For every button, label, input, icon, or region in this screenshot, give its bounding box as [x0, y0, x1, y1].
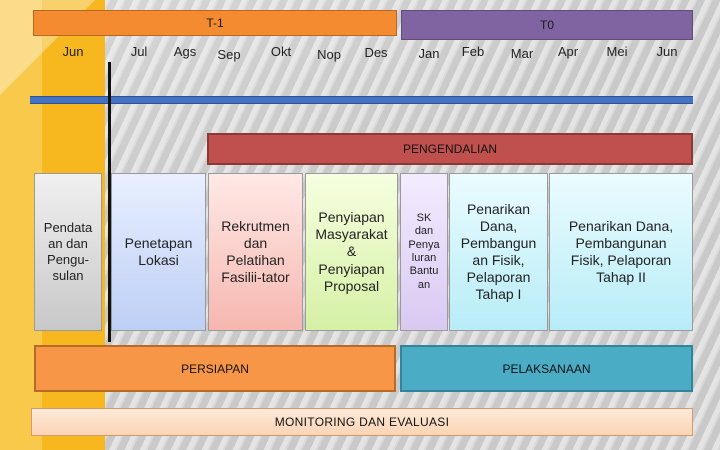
period-header-prev — [33, 10, 397, 36]
preparation-banner — [34, 345, 396, 392]
period-header-current-label: T0 — [539, 18, 554, 32]
activity-label: Pendata an dan Pengu- sulan — [43, 220, 93, 283]
implementation-banner-label: PELAKSANAAN — [502, 361, 591, 376]
month-label: Okt — [270, 44, 292, 59]
activity-label: Penarikan Dana, Pembangunan Fisik, Pelaporan Tahap II — [568, 217, 674, 286]
month-label: Ags — [173, 44, 197, 59]
month-label: Jun — [62, 44, 84, 59]
activity-label: SK dan Penya luran Bantu an — [408, 211, 440, 291]
month-label: Mei — [606, 44, 628, 59]
activity-label: Rekrutmen dan Pelatihan Fasilii-tator — [221, 217, 290, 286]
month-label: Jun — [656, 44, 678, 59]
period-header-current — [401, 10, 693, 40]
month-label: Apr — [557, 44, 579, 59]
month-label: Mar — [510, 46, 534, 61]
activity-box — [111, 173, 206, 331]
monitoring-banner-label: MONITORING DAN EVALUASI — [274, 415, 450, 429]
activity-box — [549, 173, 693, 331]
period-header-prev-label: T-1 — [206, 16, 224, 30]
activity-box — [400, 173, 448, 331]
activity-box — [305, 173, 398, 331]
month-label: Nop — [317, 47, 341, 62]
activity-box — [449, 173, 548, 331]
activity-box — [34, 173, 102, 331]
month-label: Des — [364, 45, 388, 60]
month-label: Sep — [217, 47, 241, 62]
control-banner-label: PENGENDALIAN — [402, 142, 498, 156]
control-banner — [207, 133, 693, 165]
activity-box — [208, 173, 303, 331]
month-label: Jul — [130, 44, 148, 59]
month-label: Feb — [461, 44, 485, 59]
activity-label: Penetapan Lokasi — [124, 234, 193, 268]
monitoring-banner — [31, 408, 693, 436]
timeline-axis — [30, 96, 693, 104]
preparation-banner-label: PERSIAPAN — [181, 361, 249, 376]
implementation-banner — [400, 345, 693, 392]
activity-label: Penyiapan Masyarakat & Penyiapan Proposal — [315, 209, 388, 294]
month-label: Jan — [418, 46, 440, 61]
activity-label: Penarikan Dana, Pembangun an Fisik, Pelaporan Tahap I — [460, 200, 537, 303]
